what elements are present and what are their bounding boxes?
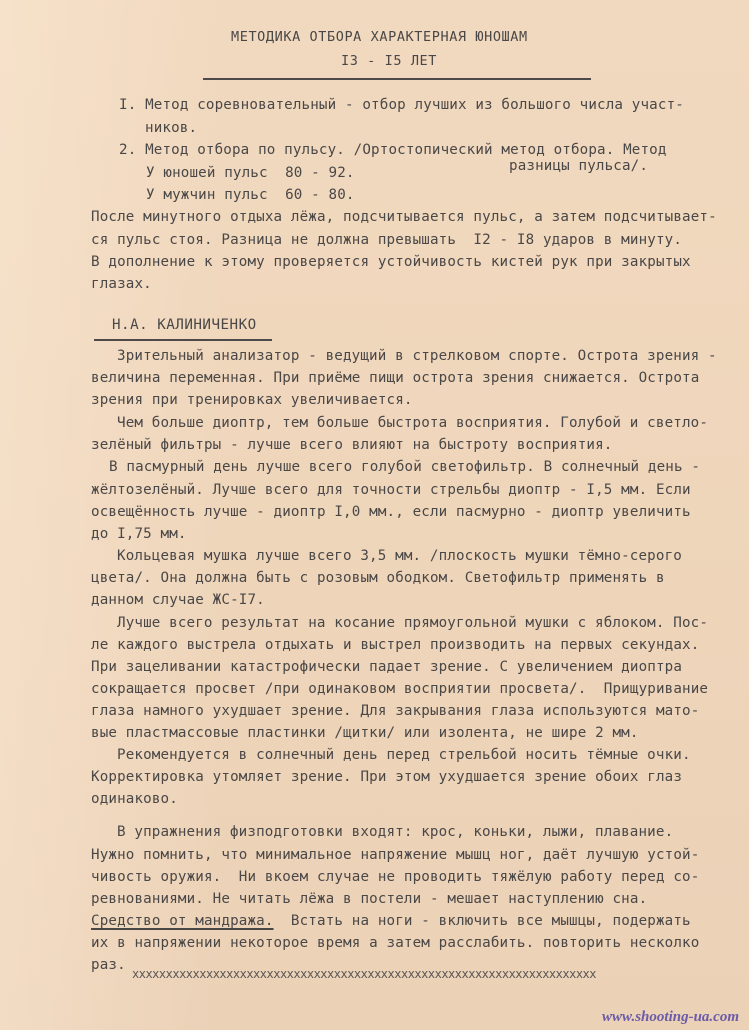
text-line: 2. Метод отбора по пульсу. /Ортостопический метод отбора. Метод (119, 142, 667, 158)
text-line: чивость оружия. Ни вкоем случае не проводить тяжёлую работу перед со- (91, 869, 700, 885)
text-line: Корректировка утомляет зрение. При этом ухудшается зрение обоих глаз (91, 769, 683, 785)
text-line: Нужно помнить, что минимальное напряжение мышц ног, даёт лучшую устой- (91, 847, 700, 863)
text-line: глазах. (91, 276, 152, 292)
text-line: освещённость лучше - диоптр I,0 мм., если пасмурно - диоптр увеличить (91, 504, 691, 520)
text-line: ле каждого выстрела отдыхать и выстрел производить на первых секундах. (91, 637, 700, 653)
text-line: При зацеливании катастрофически падает зрение. С увеличением диоптра (91, 659, 683, 675)
underlined-phrase: Средство от мандража. (91, 913, 274, 929)
separator-line: ххххххххххххххххххххххххххххххххххххххххххххххххххххххххххххххххххххх (132, 968, 596, 980)
text-line: их в напряжении некоторое время а затем расслабить. повторить несколко (91, 935, 700, 951)
text-line: Зрительный анализатор - ведущий в стрелковом спорте. Острота зрения - (117, 348, 717, 364)
text-line: до I,75 мм. (91, 526, 187, 542)
document-title: МЕТОДИКА ОТБОРА ХАРАКТЕРНАЯ ЮНОШАМ (231, 29, 528, 45)
text-line: ся пульс стоя. Разница не должна превышать I2 - I8 ударов в минуту. (91, 232, 683, 248)
document-subtitle: I3 - I5 ЛЕТ (341, 53, 438, 69)
author-heading: Н.А. КАЛИНИЧЕНКО (112, 317, 257, 333)
text-line (91, 912, 691, 930)
text-line: зелёный фильтры - лучше всего влияют на быстроту восприятия. (91, 437, 613, 453)
text-line: Чем больше диоптр, тем больше быстрота восприятия. Голубой и светло- (117, 415, 709, 431)
text-line: цвета/. Она должна быть с розовым ободком. Светофильтр применять в (91, 570, 665, 586)
watermark: www.shooting-ua.com (602, 1009, 739, 1025)
text-line: В пасмурный день лучше всего голубой светофильтр. В солнечный день - (109, 459, 701, 475)
text-line: величина переменная. При приёме пищи острота зрения снижается. Острота (91, 370, 700, 386)
text-line: раз. (91, 957, 126, 973)
text-line: ревнованиями. Не читать лёжа в постели - мешает наступлению сна. (91, 891, 648, 907)
text-line: сокращается просвет /при одинаковом восприятии просвета/. Прищуривание (91, 681, 709, 697)
text-line: I. Метод соревновательный - отбор лучших из большого числа участ- (119, 97, 684, 113)
title-underline (203, 78, 591, 80)
text-line: Лучше всего результат на косание прямоугольной мушки с яблоком. Пос- (117, 615, 709, 631)
text-line: Рекомендуется в солнечный день перед стрельбой носить тёмные очки. (117, 747, 691, 763)
text-line: Кольцевая мушка лучше всего 3,5 мм. /плоскость мушки тёмно-серого (117, 548, 682, 564)
text-line: У юношей пульс 80 - 92. (146, 165, 355, 181)
text-line: одинаково. (91, 791, 178, 807)
text-line: жёлтозелёный. Лучше всего для точности стрельбы диоптр - I,5 мм. Если (91, 482, 691, 498)
author-underline (94, 339, 272, 341)
text-line: вые пластмассовые пластинки /щитки/ или изолента, не шире 2 мм. (91, 725, 639, 741)
text-line: глаза намного ухудшает зрение. Для закрывания глаза используются мато- (91, 703, 700, 719)
text-line: разницы пульса/. (509, 158, 649, 174)
text-line: зрения при тренировках увеличивается. (91, 392, 413, 408)
text-line: В дополнение к этому проверяется устойчивость кистей рук при закрытых (91, 254, 691, 270)
text-span: Встать на ноги - включить все мышцы, подержать (290, 913, 691, 929)
text-line: У мужчин пульс 60 - 80. (146, 187, 355, 203)
text-line: ников. (145, 120, 198, 136)
text-line: данном случае ЖС-I7. (91, 592, 265, 608)
text-line: В упражнения физподготовки входят: крос, коньки, лыжи, плавание. (117, 824, 674, 840)
text-line: После минутного отдыха лёжа, подсчитывается пульс, а затем подсчитывает- (91, 209, 717, 225)
